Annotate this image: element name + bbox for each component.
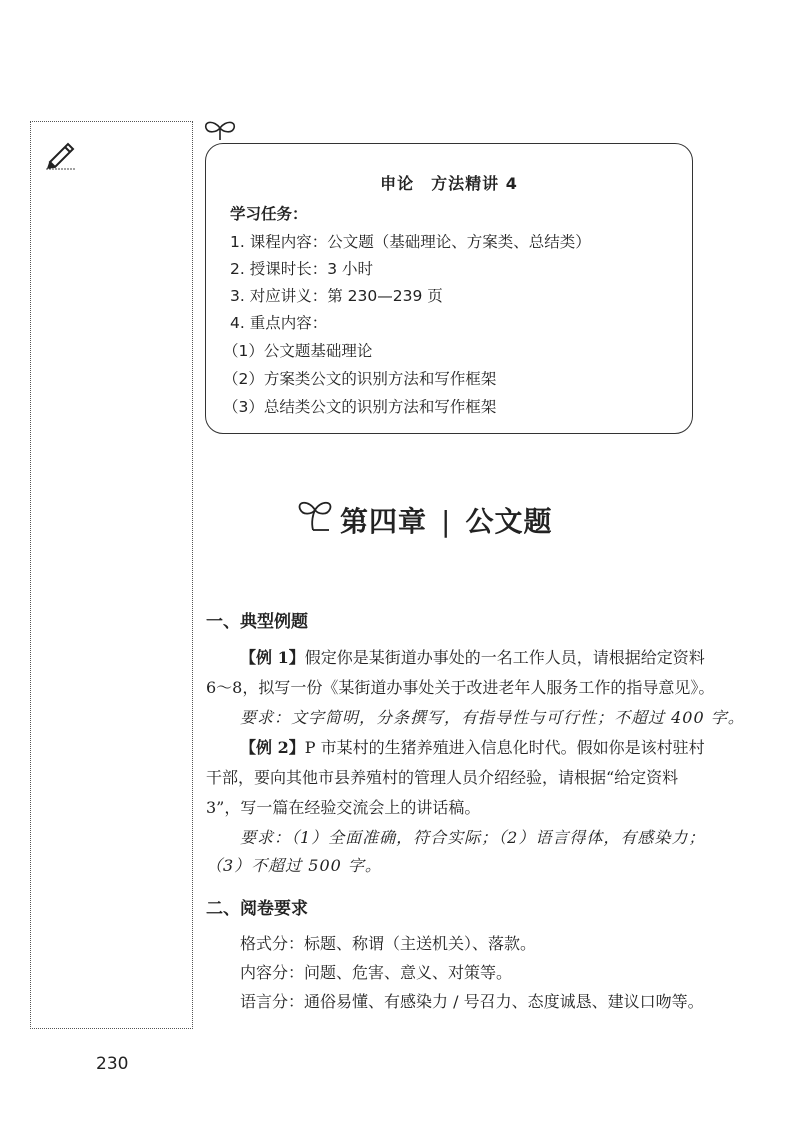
pencil-icon: [44, 140, 78, 170]
example-2-requirement-1: 要求：（1）全面准确，符合实际；（2）语言得体，有感染力；: [240, 828, 706, 847]
task-box-title: 申论 方法精讲 4: [380, 174, 518, 193]
page-number: 230: [96, 1054, 129, 1074]
chapter-number: 第四章: [340, 505, 428, 538]
sprout-icon: [200, 118, 240, 142]
task-sub-item-1: （1）公文题基础理论: [223, 342, 373, 360]
chapter-divider: |: [441, 505, 452, 538]
learning-task-box: [205, 143, 693, 434]
chapter-name: 公文题: [465, 505, 553, 538]
example-2-line-3: 3”，写一篇在经验交流会上的讲话稿。: [206, 798, 481, 817]
example-1-requirement: 要求：文字简明，分条撰写，有指导性与可行性；不超过 400 字。: [240, 708, 745, 727]
task-line-3: 3. 对应讲义：第 230—239 页: [230, 287, 443, 305]
task-sub-item-2: （2）方案类公文的识别方法和写作框架: [223, 370, 497, 388]
example-1-line-1: 【例 1】假定你是某街道办事处的一名工作人员，请根据给定资料: [240, 648, 705, 667]
grading-format: 格式分：标题、称谓（主送机关）、落款。: [240, 934, 537, 953]
notes-margin: [30, 121, 193, 1029]
task-line-4: 4. 重点内容：: [230, 314, 328, 332]
chapter-title: [340, 500, 552, 540]
grading-content: 内容分：问题、危害、意义、对策等。: [240, 963, 513, 982]
example-2-line-1: 【例 2】P 市某村的生猪养殖进入信息化时代。假如你是该村驻村: [240, 738, 705, 757]
task-line-1: 1. 课程内容：公文题（基础理论、方案类、总结类）: [230, 233, 591, 251]
section-heading-examples: 一、典型例题: [206, 612, 308, 632]
example-2-line-2: 干部，要向其他市县养殖村的管理人员介绍经验，请根据“给定资料: [206, 768, 679, 787]
grading-language: 语言分：通俗易懂、有感染力 / 号召力、态度诚恳、建议口吻等。: [240, 992, 704, 1011]
sprout-icon: [295, 494, 335, 534]
example-1-line-2: 6～8，拟写一份《某街道办事处关于改进老年人服务工作的指导意见》。: [206, 678, 715, 697]
task-sub-item-3: （3）总结类公文的识别方法和写作框架: [223, 398, 497, 416]
task-line-2: 2. 授课时长：3 小时: [230, 260, 374, 278]
section-heading-grading: 二、阅卷要求: [206, 899, 308, 919]
task-heading: 学习任务：: [230, 205, 308, 223]
chapter-heading: [295, 492, 595, 552]
example-2-requirement-2: （3）不超过 500 字。: [206, 856, 382, 875]
